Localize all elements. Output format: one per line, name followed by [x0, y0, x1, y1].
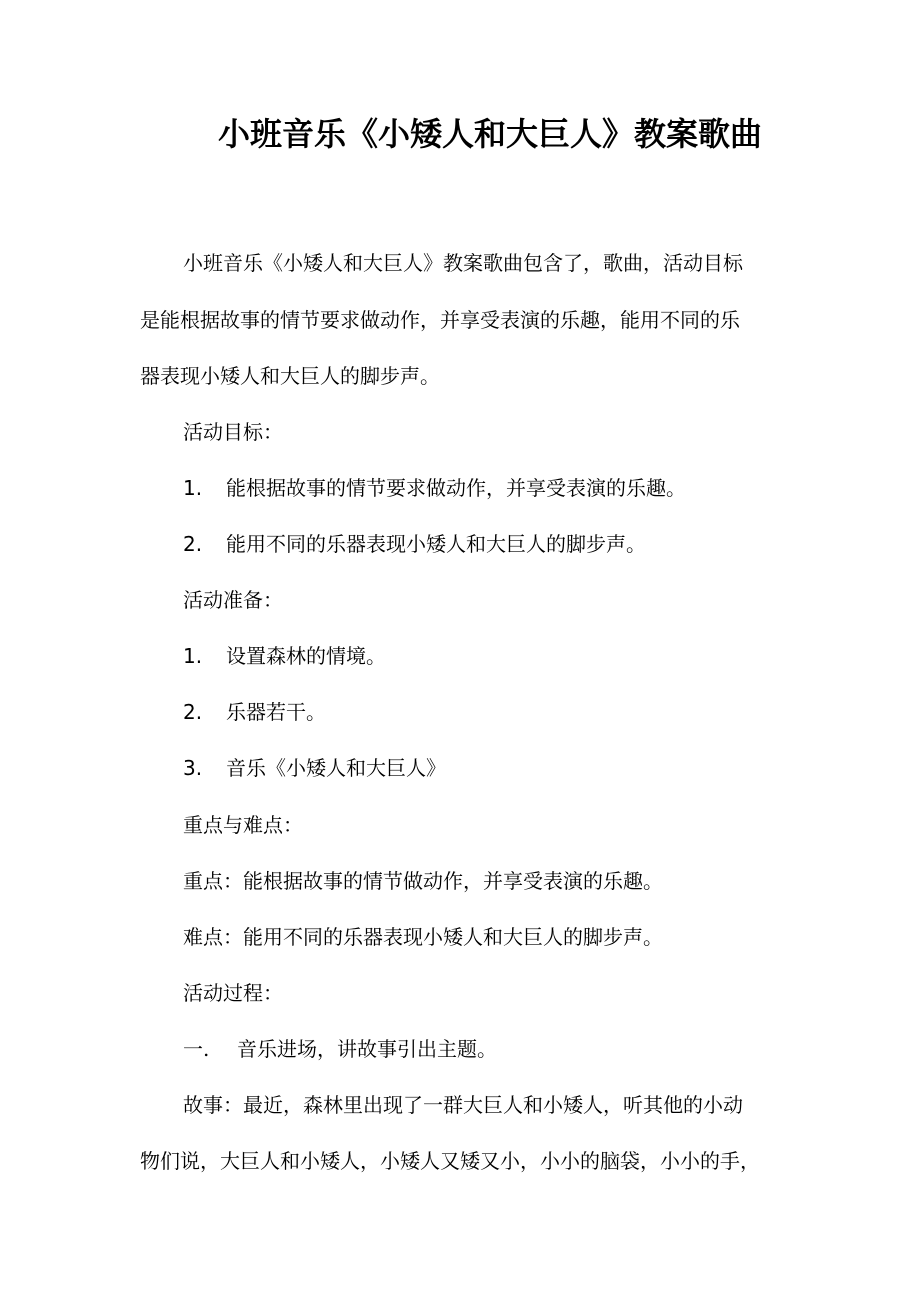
goal-2-number: 2. — [183, 532, 203, 556]
goal-1-text: 能根据故事的情节要求做动作，并享受表演的乐趣。 — [226, 476, 686, 500]
story-line-1: 故事：最近，森林里出现了一群大巨人和小矮人，听其他的小动 — [183, 1093, 743, 1117]
prep-2-text: 乐器若干。 — [226, 700, 326, 724]
goal-1-number: 1. — [183, 476, 203, 500]
goals-heading: 活动目标： — [183, 420, 283, 444]
prep-1-text: 设置森林的情境。 — [226, 644, 386, 668]
intro-line-2: 是能根据故事的情节要求做动作，并享受表演的乐趣，能用不同的乐 — [140, 308, 740, 332]
prep-3-number: 3. — [183, 756, 203, 780]
focus-difficult-point: 难点：能用不同的乐器表现小矮人和大巨人的脚步声。 — [183, 925, 663, 949]
prep-heading: 活动准备： — [183, 588, 283, 612]
prep-1-number: 1. — [183, 644, 203, 668]
focus-key-point: 重点：能根据故事的情节做动作，并享受表演的乐趣。 — [183, 869, 663, 893]
page-title: 小班音乐《小矮人和大巨人》教案歌曲 — [217, 115, 762, 153]
process-step-1-text: 音乐进场，讲故事引出主题。 — [237, 1037, 497, 1061]
intro-line-3: 器表现小矮人和大巨人的脚步声。 — [140, 364, 440, 388]
prep-3-text: 音乐《小矮人和大巨人》 — [226, 756, 446, 780]
story-line-2: 物们说，大巨人和小矮人，小矮人又矮又小，小小的脑袋，小小的手， — [140, 1149, 760, 1173]
intro-line-1: 小班音乐《小矮人和大巨人》教案歌曲包含了，歌曲，活动目标 — [183, 251, 743, 275]
process-step-1-number: 一. — [183, 1037, 210, 1061]
focus-heading: 重点与难点： — [183, 813, 303, 837]
process-heading: 活动过程： — [183, 981, 283, 1005]
goal-2-text: 能用不同的乐器表现小矮人和大巨人的脚步声。 — [226, 532, 646, 556]
prep-2-number: 2. — [183, 700, 203, 724]
